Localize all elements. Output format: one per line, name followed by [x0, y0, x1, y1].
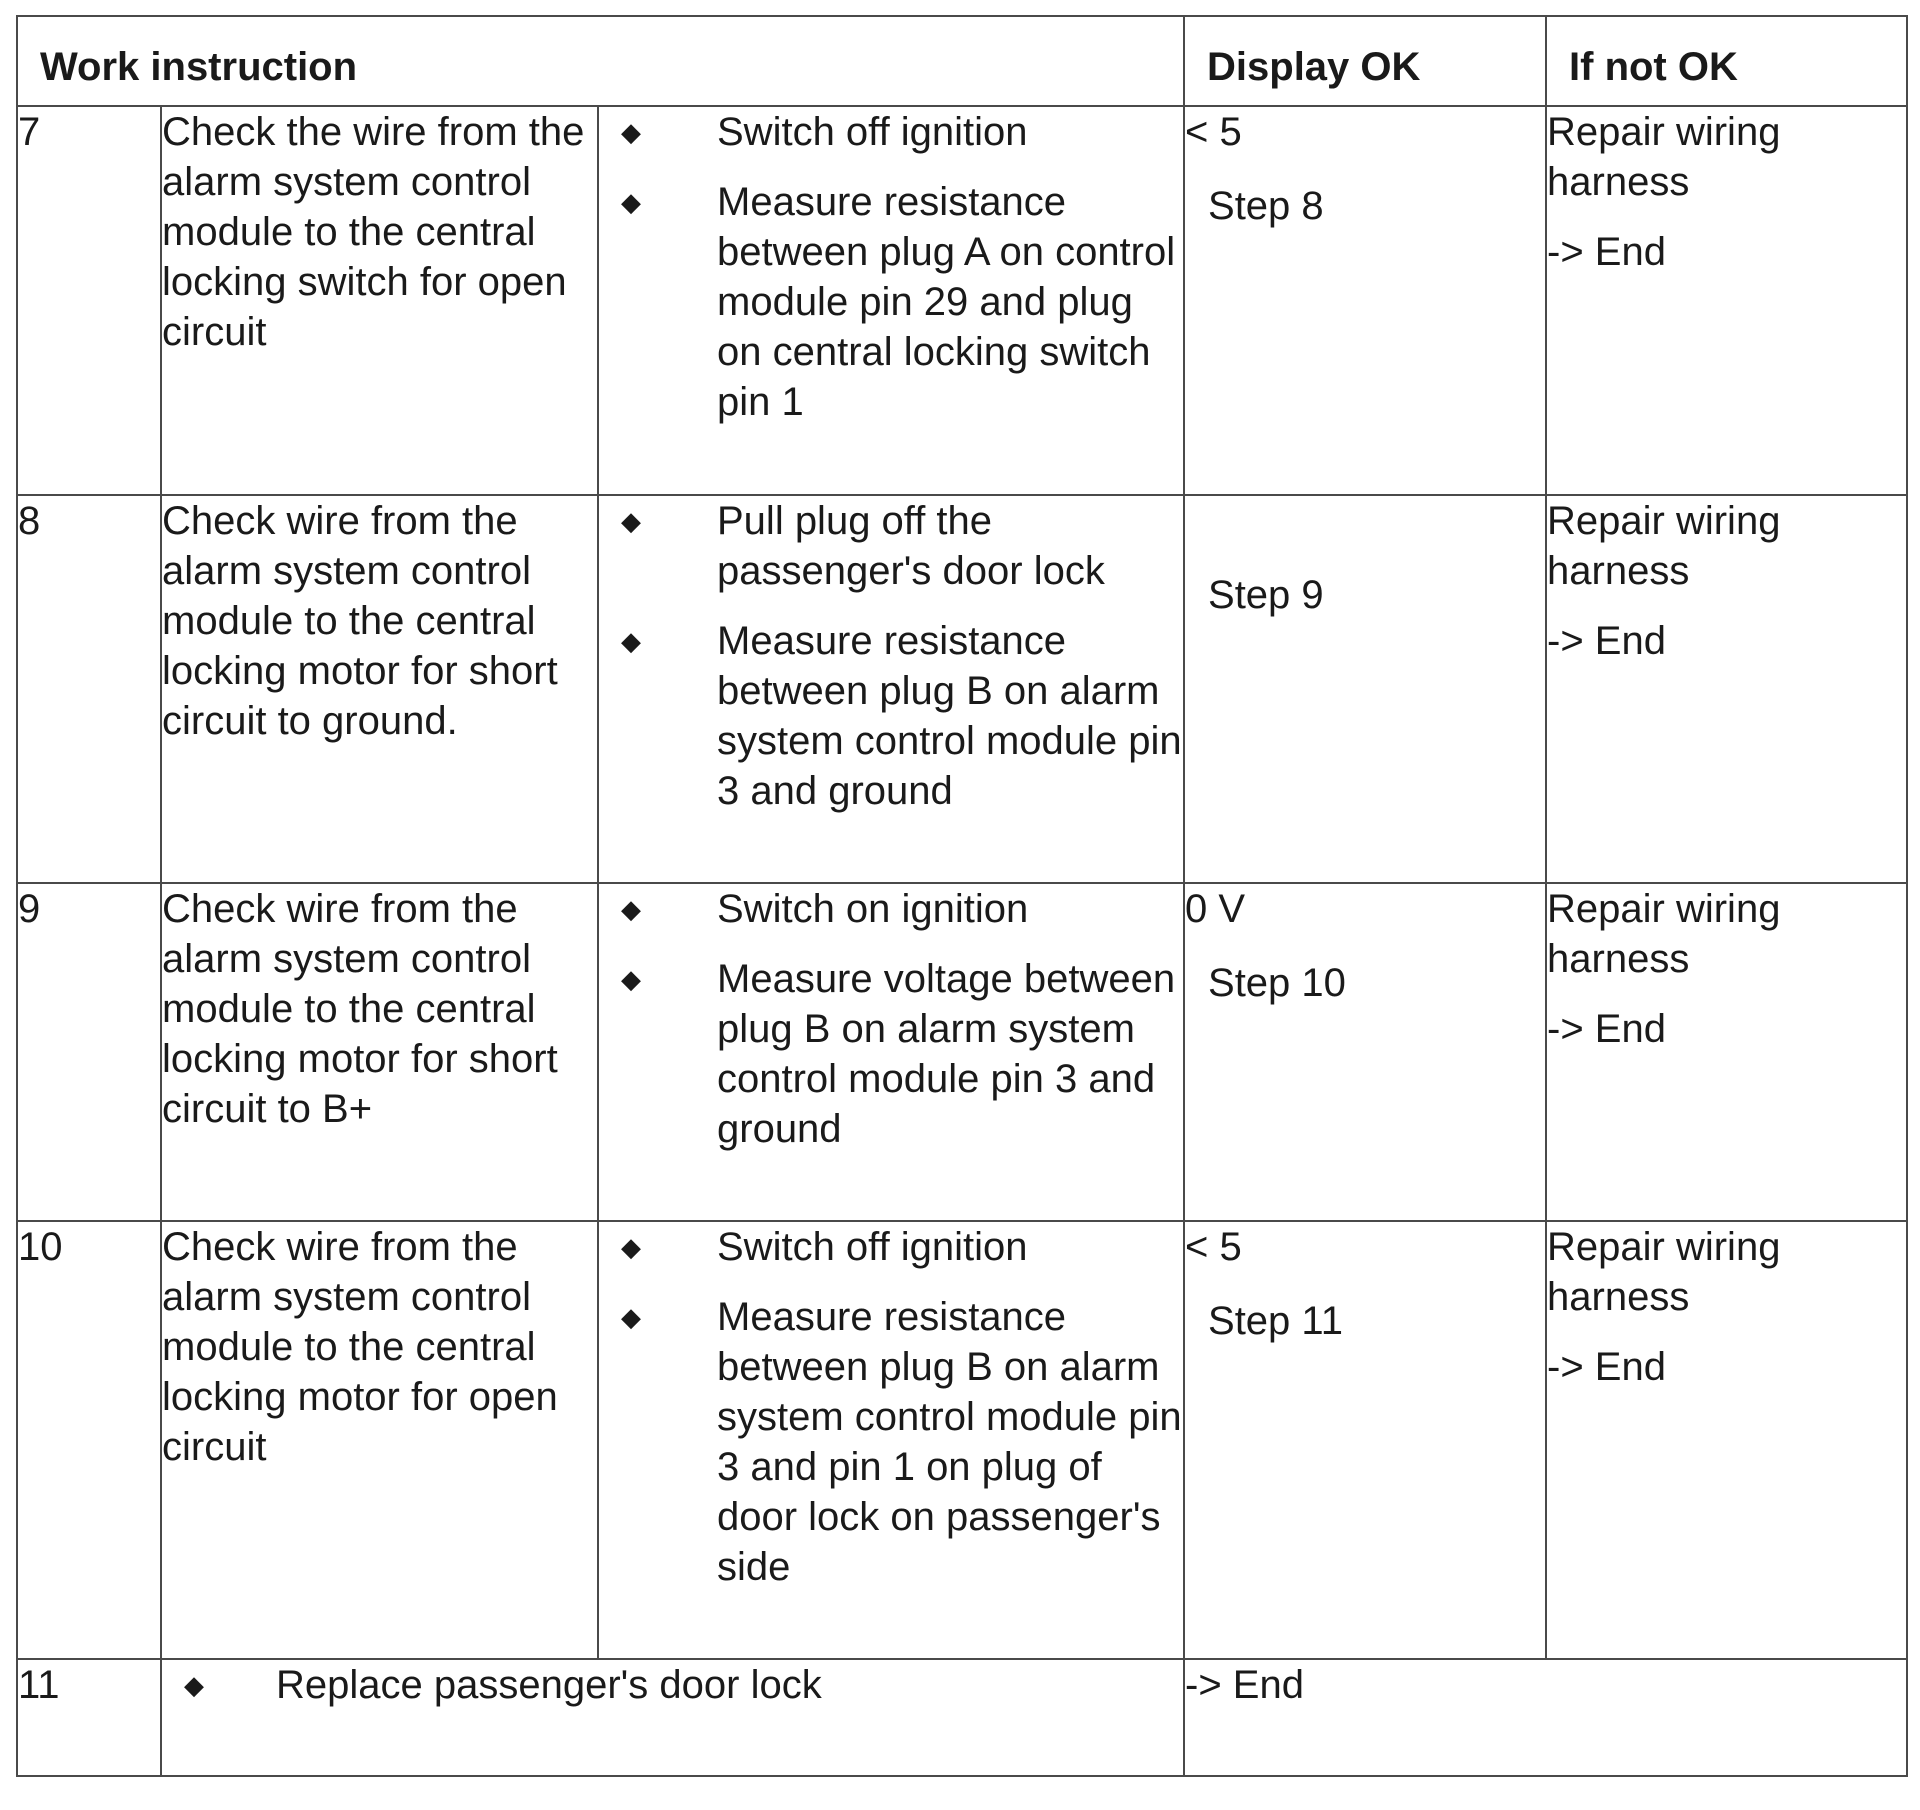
- action-text: Replace passenger's door lock: [276, 1663, 822, 1707]
- step-number: 7: [17, 106, 161, 495]
- diamond-bullet-icon: ◆: [621, 117, 641, 147]
- final-action-cell: [161, 1659, 1184, 1776]
- final-result-cell: -> End: [1184, 1659, 1907, 1776]
- diamond-bullet-icon: ◆: [184, 1670, 204, 1700]
- action-item: [599, 1222, 1183, 1272]
- work-instruction-table: [16, 15, 1908, 1777]
- table-row: [17, 1659, 1907, 1776]
- step-description: Check wire from the alarm system control module to the central locking motor for short circuit to ground.: [161, 495, 598, 883]
- diamond-bullet-icon: ◆: [621, 506, 641, 536]
- action-text: Measure resistance between plug B on alarm system control module pin 3 and ground: [717, 619, 1182, 813]
- action-text: Measure resistance between plug B on alarm system control module pin 3 and pin 1 on plug of door lock on passenger's side: [717, 1295, 1182, 1589]
- display-value: 0 V: [1185, 887, 1246, 931]
- if-not-ok-cell: [1546, 883, 1907, 1221]
- action-item: [599, 954, 1183, 1154]
- display-ok-cell: [1184, 1221, 1546, 1659]
- table-row: [17, 883, 1907, 1221]
- action-item: [599, 496, 1183, 596]
- step-description: Check the wire from the alarm system control module to the central locking switch for open circuit: [161, 106, 598, 495]
- not-ok-end: -> End: [1547, 1007, 1666, 1051]
- action-item: [599, 177, 1183, 427]
- step-description: Check wire from the alarm system control module to the central locking motor for open circuit: [161, 1221, 598, 1659]
- diamond-bullet-icon: ◆: [621, 894, 641, 924]
- step-actions: [598, 106, 1184, 495]
- not-ok-action: Repair wiring harness: [1547, 499, 1781, 593]
- diamond-bullet-icon: ◆: [621, 626, 641, 656]
- next-step: Step 9: [1208, 573, 1324, 617]
- action-item: [599, 884, 1183, 934]
- action-text: Measure voltage between plug B on alarm system control module pin 3 and ground: [717, 957, 1176, 1151]
- action-item: [162, 1660, 1183, 1710]
- step-actions: [598, 1221, 1184, 1659]
- next-step: Step 10: [1208, 961, 1346, 1005]
- diamond-bullet-icon: ◆: [621, 1302, 641, 1332]
- header-work-instruction: Work instruction: [17, 16, 1184, 106]
- not-ok-end: -> End: [1547, 619, 1666, 663]
- action-text: Pull plug off the passenger's door lock: [717, 499, 1105, 593]
- header-display-ok: Display OK: [1184, 16, 1546, 106]
- not-ok-end: -> End: [1547, 1345, 1666, 1389]
- next-step: Step 11: [1208, 1299, 1343, 1343]
- table-header-row: [17, 16, 1907, 106]
- display-value: < 5: [1185, 110, 1242, 154]
- step-number: 10: [17, 1221, 161, 1659]
- display-ok-cell: [1184, 106, 1546, 495]
- not-ok-action: Repair wiring harness: [1547, 887, 1781, 981]
- if-not-ok-cell: [1546, 106, 1907, 495]
- not-ok-action: Repair wiring harness: [1547, 1225, 1781, 1319]
- action-item: [599, 1292, 1183, 1592]
- not-ok-action: Repair wiring harness: [1547, 110, 1781, 204]
- table-row: [17, 495, 1907, 883]
- next-step: Step 8: [1208, 184, 1324, 228]
- if-not-ok-cell: [1546, 1221, 1907, 1659]
- step-actions: [598, 495, 1184, 883]
- action-text: Switch off ignition: [717, 1225, 1028, 1269]
- step-number: 11: [17, 1659, 161, 1776]
- diamond-bullet-icon: ◆: [621, 1232, 641, 1262]
- diamond-bullet-icon: ◆: [621, 964, 641, 994]
- action-item: [599, 616, 1183, 816]
- step-number: 9: [17, 883, 161, 1221]
- display-ok-cell: [1184, 883, 1546, 1221]
- action-item: [599, 107, 1183, 157]
- step-description: Check wire from the alarm system control module to the central locking motor for short circuit to B+: [161, 883, 598, 1221]
- display-value: < 5: [1185, 1225, 1242, 1269]
- table-row: [17, 1221, 1907, 1659]
- action-text: Measure resistance between plug A on control module pin 29 and plug on central locking switch pin 1: [717, 180, 1176, 424]
- table-row: [17, 106, 1907, 495]
- action-text: Switch off ignition: [717, 110, 1028, 154]
- step-actions: [598, 883, 1184, 1221]
- action-text: Switch on ignition: [717, 887, 1029, 931]
- display-ok-cell: [1184, 495, 1546, 883]
- header-if-not-ok: If not OK: [1546, 16, 1907, 106]
- step-number: 8: [17, 495, 161, 883]
- if-not-ok-cell: [1546, 495, 1907, 883]
- not-ok-end: -> End: [1547, 230, 1666, 274]
- diamond-bullet-icon: ◆: [621, 187, 641, 217]
